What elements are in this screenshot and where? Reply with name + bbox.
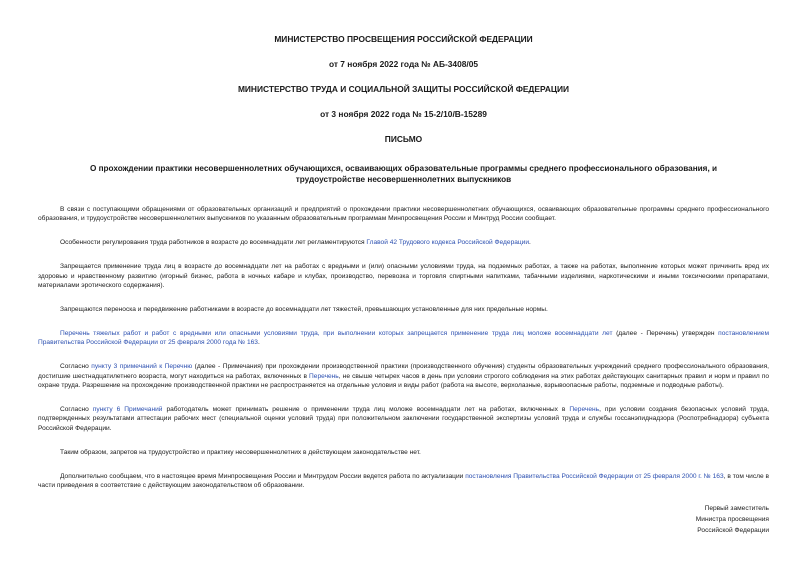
paragraph-6-text-c: , не свыше четырех часов в день при условии строгого соблюдения на этих работах действующих санитарных правил и норм и правил по охране труда. Разрешение на прохождение производственной практики не распространяется на отдельные условия и виды работ (работа на высоте, верхолазные, взрывоопасные работы, подземные и подводные работы). [38, 372, 769, 389]
link-labor-code-chapter-42[interactable]: Главой 42 Трудового кодекса Российской Федерации [366, 239, 530, 247]
signature-title-line-3: Российской Федерации [697, 527, 769, 534]
paragraph-7-text-a: Согласно [60, 405, 93, 413]
link-government-decree-163[interactable]: постановлением Правительства Российской Федерации от 25 февраля 2000 года № 163 [38, 329, 769, 347]
issuer-ministry-education: МИНИСТЕРСТВО ПРОСВЕЩЕНИЯ РОССИЙСКОЙ ФЕДЕРАЦИИ [274, 34, 533, 44]
paragraph-9-text-b: , в том числе в части приведения в соответствие с действующим законодательством об образовании. [38, 472, 770, 489]
paragraph-7-text-b: работодатель может принимать решение о применении труда лиц моложе восемнадцати лет на работах, включенных в [162, 405, 570, 413]
paragraph-2-text: Особенности регулирования труда работников в возрасте до восемнадцати лет регламентируются [60, 239, 367, 247]
link-note-3[interactable]: пункту 3 примечаний к Перечню [91, 363, 193, 371]
paragraph-3: Запрещается применение труда лиц в возрасте до восемнадцати лет на работах с вредными и (или) опасными условиями труда, на подземных работах, а также на работах, выполнение которых может причинить вред их здоровью и нравственному развитию (игорный бизнес, работа в ночных кабаре и клубах, производство, перевозка и торговля спиртными напитками, табачными изделиями, наркотическими и иными токсическими препаратами, материалами эротического содержания). [38, 263, 769, 290]
document-body [38, 205, 769, 490]
document-type: ПИСЬМО [384, 134, 423, 144]
issuer-ministry-labor: МИНИСТЕРСТВО ТРУДА И СОЦИАЛЬНОЙ ЗАЩИТЫ РОССИЙСКОЙ ФЕДЕРАЦИИ [237, 84, 570, 94]
document-subject: О прохождении практики несовершеннолетних обучающихся, осваивающих образовательные программы среднего профессионального образования, и трудоустройстве несовершеннолетних выпускников [89, 164, 718, 184]
link-list[interactable]: Перечень [309, 372, 339, 380]
paragraph-7-text-c: , при условии создания безопасных условий труда, подтвержденных результатами аттестации рабочих мест (специальной оценки условий труда) при положительном заключении государственной экспертизы условий труда и службы госсанэпиднадзора (Роспотребнадзора) субъекта Российской Федерации. [38, 405, 769, 432]
paragraph-4: Запрещаются переноска и передвижение работниками в возрасте до восемнадцати лет тяжестей, превышающих установленные для них предельные нормы. [60, 305, 548, 313]
signature-title-line-1: Первый заместитель [704, 505, 769, 512]
paragraph-2 [38, 238, 769, 247]
signature-title-line-2: Министра просвещения [695, 516, 769, 523]
paragraph-9-text-a: Дополнительно сообщаем, что в настоящее время Минпросвещения России и Минтрудом России ведется работа по актуализации [60, 472, 466, 480]
paragraph-5-text: (далее - Перечень) утвержден [612, 329, 719, 337]
paragraph-5-end: . [257, 339, 260, 347]
paragraph-1: В связи с поступающими обращениями от образовательных организаций и предприятий о прохождении практики несовершеннолетних обучающихся, осваивающих образовательные программы среднего профессионального образования, и трудоустройстве несовершеннолетних выпускников по указанным образовательным программам Минпросвещения России и Минтруд России сообщает. [38, 206, 769, 223]
paragraph-2-end: . [529, 239, 531, 247]
link-hazardous-work-list[interactable]: Перечень тяжелых работ и работ с вредными или опасными условиями труда, при выполнении которых запрещается применение труда лиц моложе восемнадцати лет [60, 329, 613, 337]
signature-block [696, 503, 769, 536]
issuer-date-number-2: от 3 ноября 2022 года № 15-2/10/В-15289 [320, 109, 487, 119]
issuer-date-number-1: от 7 ноября 2022 года № АБ-3408/05 [328, 59, 479, 69]
link-list-2[interactable]: Перечень [569, 405, 600, 413]
paragraph-7 [38, 405, 769, 433]
link-note-6[interactable]: пункту 6 Примечаний [92, 405, 163, 413]
link-government-decree-163-2000[interactable]: постановления Правительства Российской Федерации от 25 февраля 2000 г. № 163 [465, 472, 724, 480]
paragraph-8: Таким образом, запретов на трудоустройство и практику несовершеннолетних в действующем законодательстве нет. [60, 448, 421, 456]
paragraph-6-text-a: Согласно [60, 363, 92, 371]
paragraph-5 [38, 329, 769, 348]
paragraph-6-text-b: (далее - Примечания) при прохождении производственной практики (производственного обучения) студенты образовательных учреждений среднего профессионального образования, достигшие шестнадцатилетнего возраста, могут находиться на работах, включенных в [38, 363, 769, 380]
paragraph-9 [38, 472, 769, 491]
paragraph-6 [38, 362, 769, 390]
